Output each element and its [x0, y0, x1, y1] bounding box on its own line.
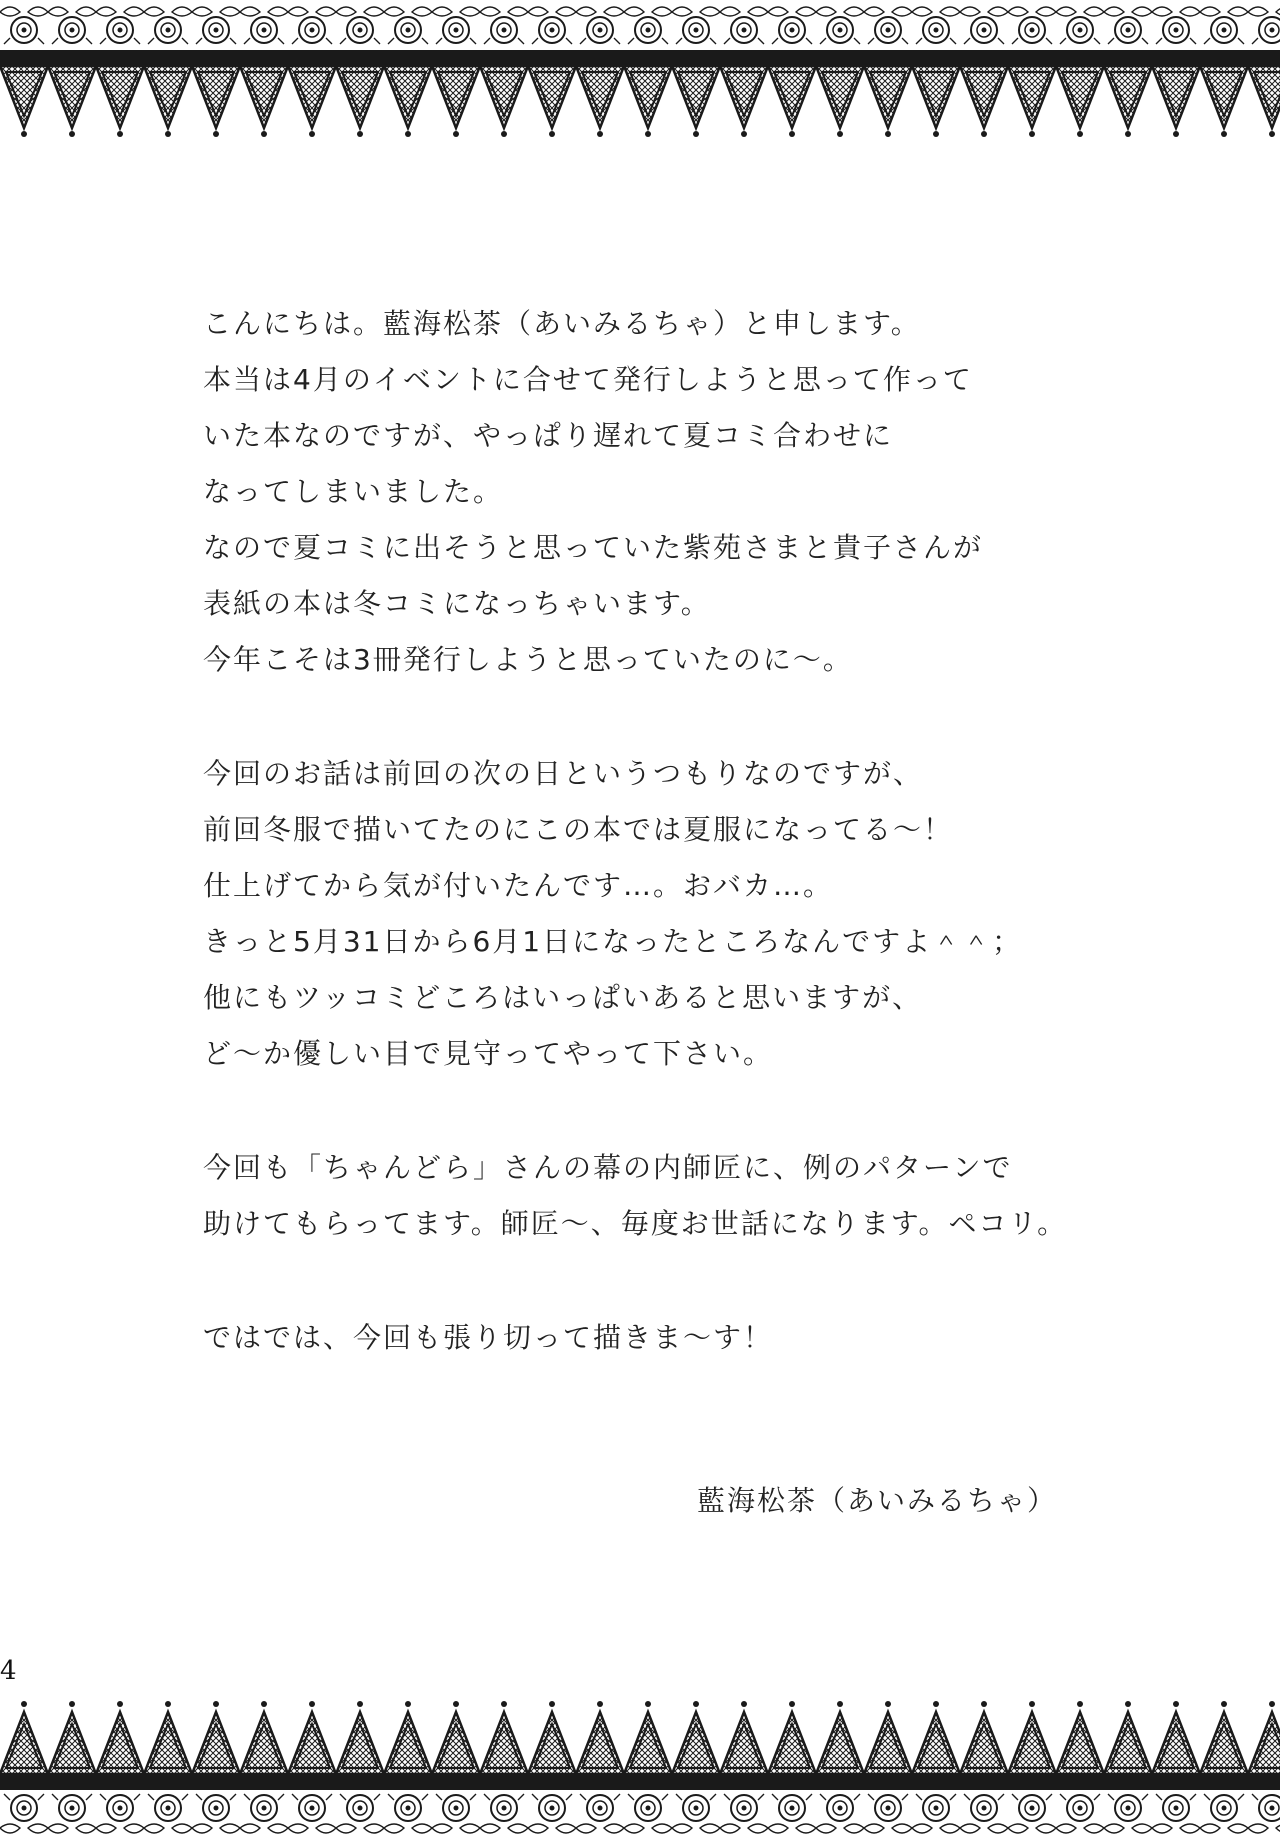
lace-border-bottom: [0, 1690, 1280, 1839]
paragraph-gap: [203, 1082, 1103, 1140]
paragraph-gap: [203, 688, 1103, 746]
page-number: 4: [0, 1656, 17, 1686]
paragraph-1: [203, 296, 1103, 688]
text-line: ど～か優しい目で見守ってやって下さい。: [203, 1037, 774, 1070]
paragraph-gap: [203, 1252, 1103, 1310]
text-line: 仕上げてから気が付いたんです…。おバカ…。: [203, 869, 834, 902]
text-line: 助けてもらってます。師匠～、毎度お世話になります。ペコリ。: [203, 1207, 1068, 1240]
text-line: 表紙の本は冬コミになっちゃいます。: [203, 587, 711, 620]
paragraph-2: [203, 746, 1103, 1082]
paragraph-3: [203, 1140, 1103, 1252]
text-line: なってしまいました。: [203, 475, 504, 508]
author-signature: 藍海松茶（あいみるちゃ）: [697, 1484, 1058, 1517]
text-line: なので夏コミに出そうと思っていた紫苑さまと貴子さんが: [203, 531, 984, 564]
text-line: きっと5月31日から6月1日になったところなんですよ＾＾；: [203, 925, 1023, 958]
lace-border-top: [0, 0, 1280, 150]
paragraph-4: [203, 1310, 1103, 1366]
text-line: いた本なのですが、やっぱり遅れて夏コミ合わせに: [203, 419, 894, 452]
text-line: 今回も「ちゃんどら」さんの幕の内師匠に、例のパターンで: [203, 1151, 1013, 1184]
text-line: 今年こそは3冊発行しようと思っていたのに～。: [203, 643, 853, 676]
text-line: ではでは、今回も張り切って描きま～す！: [203, 1321, 774, 1354]
text-line: 本当は4月のイベントに合せて発行しようと思って作って: [203, 363, 973, 396]
text-line: 他にもツッコミどころはいっぱいあると思いますが、: [203, 981, 923, 1014]
afterword-text: [203, 296, 1103, 1366]
text-line: こんにちは。藍海松茶（あいみるちゃ）と申します。: [203, 307, 921, 340]
text-line: 今回のお話は前回の次の日というつもりなのですが、: [203, 757, 924, 790]
text-line: 前回冬服で描いてたのにこの本では夏服になってる～！: [203, 813, 954, 846]
